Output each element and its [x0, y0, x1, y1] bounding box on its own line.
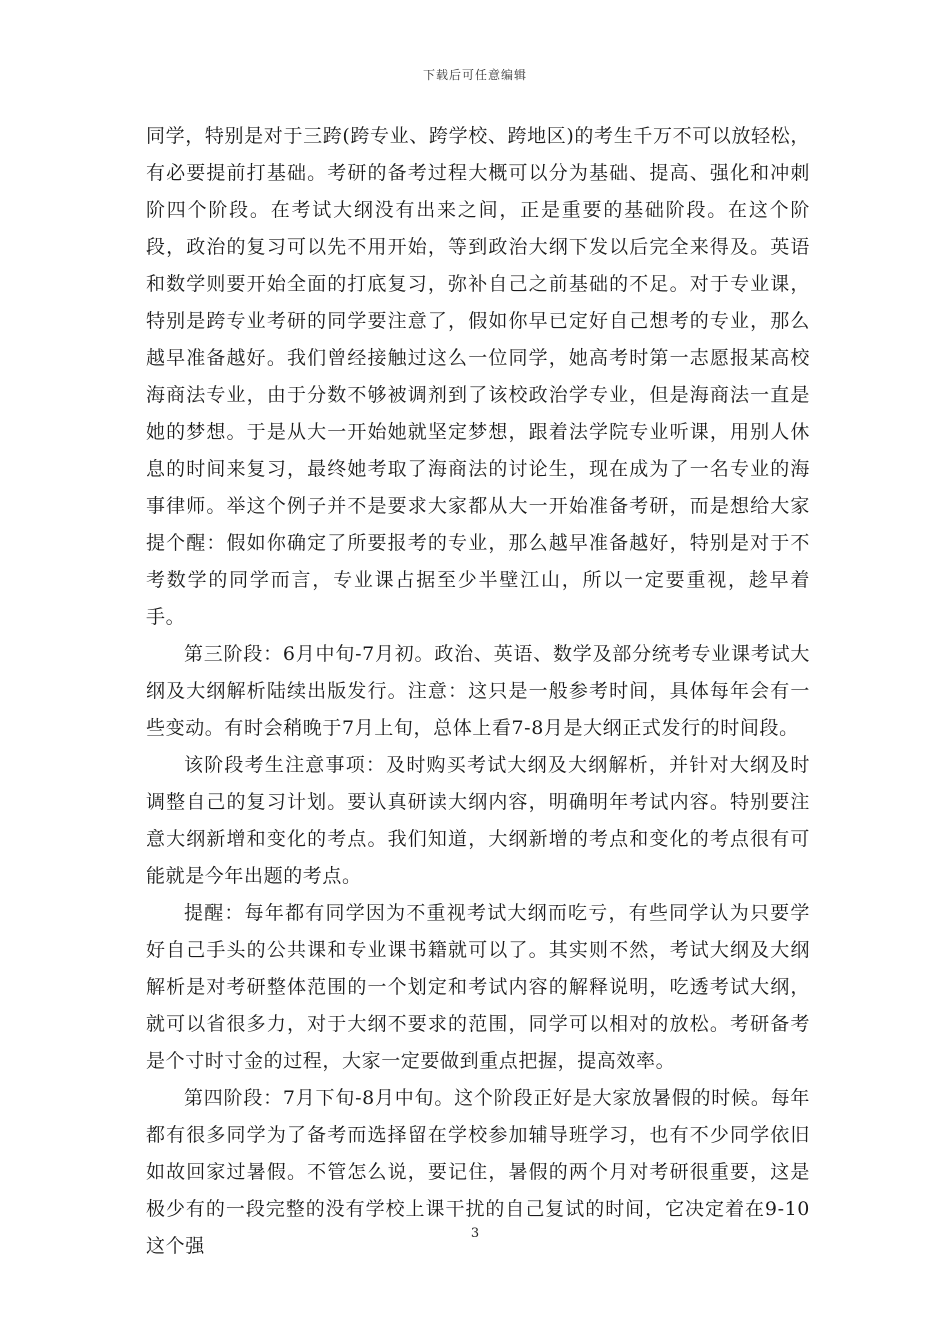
document-body	[146, 118, 810, 1265]
paragraph-3: 该阶段考生注意事项：及时购买考试大纲及大纲解析，并针对大纲及时调整自己的复习计划。要认真研读大纲内容，明确明年考试内容。特别要注意大纲新增和变化的考点。我们知道，大纲新增的考点和变化的考点很有可能就是今年出题的考点。	[146, 754, 810, 887]
paragraph-2: 第三阶段：6月中旬-7月初。政治、英语、数学及部分统考专业课考试大纲及大纲解析陆续出版发行。注意：这只是一般参考时间，具体每年会有一些变动。有时会稍晚于7月上旬，总体上看7-8月是大纲正式发行的时间段。	[146, 643, 810, 739]
paragraph-4: 提醒：每年都有同学因为不重视考试大纲而吃亏，有些同学认为只要学好自己手头的公共课和专业课书籍就可以了。其实则不然，考试大纲及大纲解析是对考研整体范围的一个划定和考试内容的解释说明，吃透考试大纲，就可以省很多力，对于大纲不要求的范围，同学可以相对的放松。考研备考是个寸时寸金的过程，大家一定要做到重点把握，提高效率。	[146, 902, 810, 1072]
paragraph-5: 第四阶段：7月下旬-8月中旬。这个阶段正好是大家放暑假的时候。每年都有很多同学为了备考而选择留在学校参加辅导班学习，也有不少同学依旧如故回家过暑假。不管怎么说，要记住，暑假的两个月对考研很重要，这是极少有的一段完整的没有学校上课干扰的自己复试的时间，它决定着在9-10这个强	[146, 1087, 810, 1257]
paragraph-1: 同学，特别是对于三跨(跨专业、跨学校、跨地区)的考生千万不可以放轻松，有必要提前打基础。考研的备考过程大概可以分为基础、提高、强化和冲刺阶四个阶段。在考试大纲没有出来之间，正是重要的基础阶段。在这个阶段，政治的复习可以先不用开始，等到政治大纲下发以后完全来得及。英语和数学则要开始全面的打底复习，弥补自己之前基础的不足。对于专业课，特别是跨专业考研的同学要注意了，假如你早已定好自己想考的专业，那么越早准备越好。我们曾经接触过这么一位同学，她高考时第一志愿报某高校海商法专业，由于分数不够被调剂到了该校政治学专业，但是海商法一直是她的梦想。于是从大一开始她就坚定梦想，跟着法学院专业听课，用别人休息的时间来复习，最终她考取了海商法的讨论生，现在成为了一名专业的海事律师。举这个例子并不是要求大家都从大一开始准备考研，而是想给大家提个醒：假如你确定了所要报考的专业，那么越早准备越好，特别是对于不考数学的同学而言，专业课占据至少半壁江山，所以一定要重视，趁早着手。	[146, 125, 810, 628]
page-header: 下载后可任意编辑	[422, 68, 527, 82]
page-number: 3	[470, 1226, 480, 1241]
